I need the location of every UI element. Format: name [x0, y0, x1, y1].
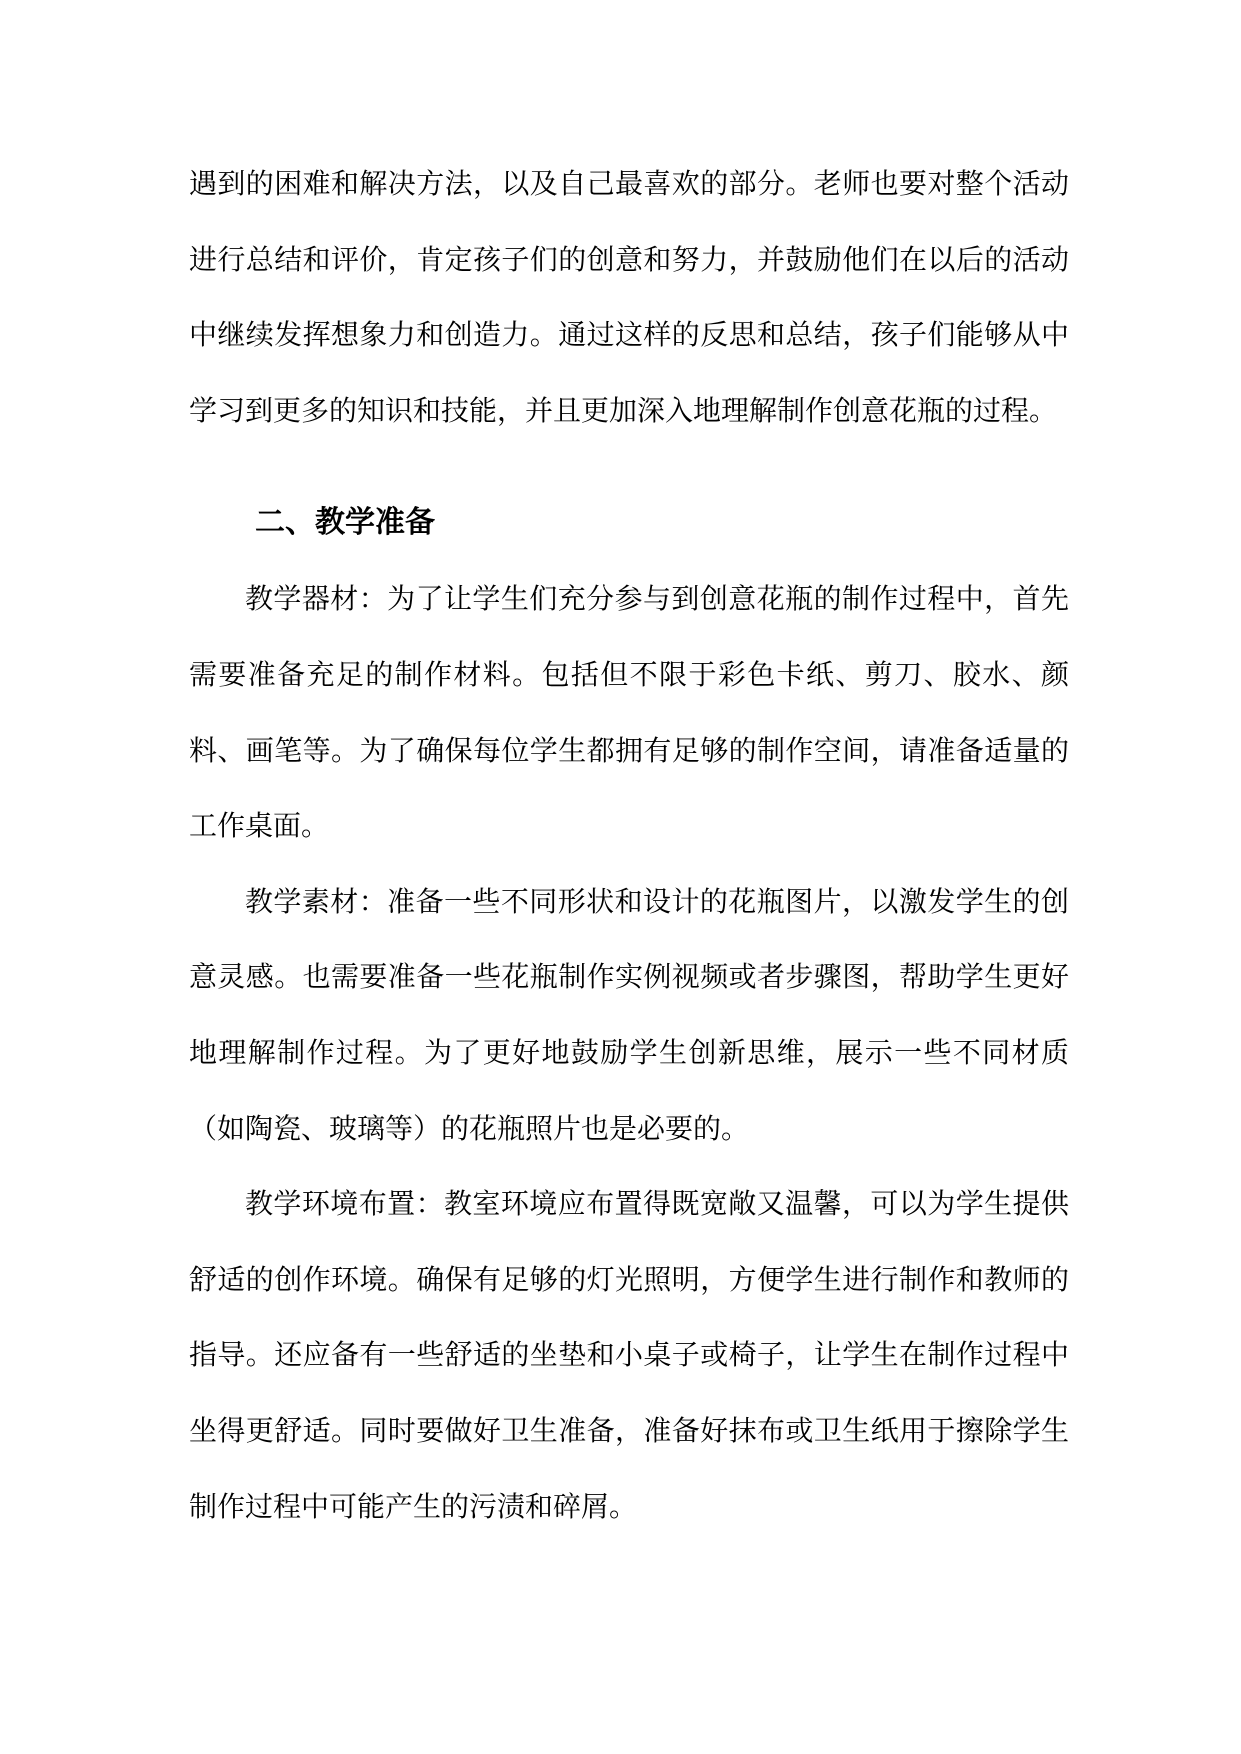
paragraph-teaching-environment: 教学环境布置：教室环境应布置得既宽敞又温馨，可以为学生提供舒适的创作环境。确保有足够的灯光照明，方便学生进行制作和教师的指导。还应备有一些舒适的坐垫和小桌子或椅子，让学生在制作过程中坐得更舒适。同时要做好卫生准备，准备好抹布或卫生纸用于擦除学生制作过程中可能产生的污渍和碎屑。	[189, 1187, 1069, 1523]
document-body	[189, 146, 1069, 1544]
continued-paragraph: 遇到的困难和解决方法，以及自己最喜欢的部分。老师也要对整个活动进行总结和评价，肯定孩子们的创意和努力，并鼓励他们在以后的活动中继续发挥想象力和创造力。通过这样的反思和总结，孩子们能够从中学习到更多的知识和技能，并且更加深入地理解制作创意花瓶的过程。	[189, 167, 1069, 427]
paragraph-teaching-materials: 教学素材：准备一些不同形状和设计的花瓶图片，以激发学生的创意灵感。也需要准备一些花瓶制作实例视频或者步骤图，帮助学生更好地理解制作过程。为了更好地鼓励学生创新思维，展示一些不同材质（如陶瓷、玻璃等）的花瓶照片也是必要的。	[189, 884, 1069, 1145]
section-heading: 二、教学准备	[255, 505, 435, 541]
paragraph-teaching-equipment: 教学器材：为了让学生们充分参与到创意花瓶的制作过程中，首先需要准备充足的制作材料。包括但不限于彩色卡纸、剪刀、胶水、颜料、画笔等。为了确保每位学生都拥有足够的制作空间，请准备适量的工作桌面。	[189, 582, 1069, 843]
